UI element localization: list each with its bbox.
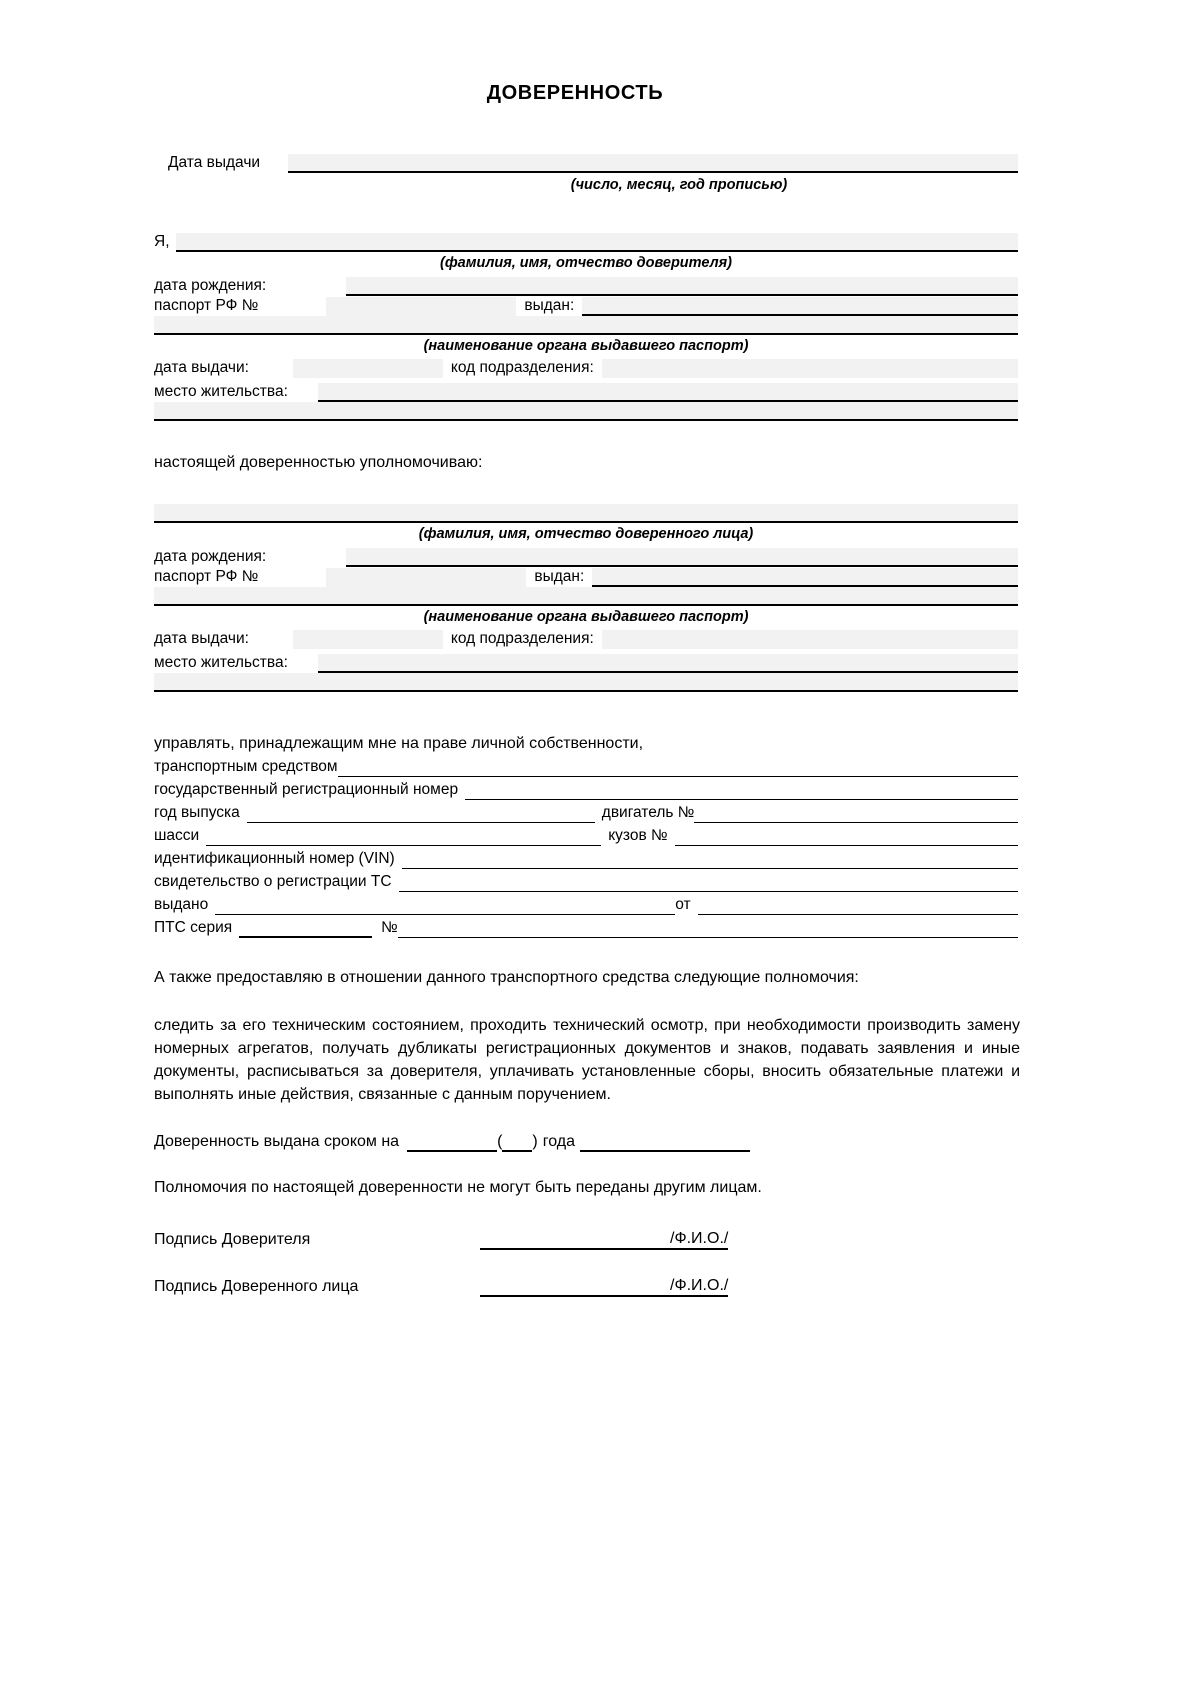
vehicle-reg-label: государственный регистрационный номер <box>154 781 459 798</box>
trustee-dept-code-input[interactable] <box>602 630 1018 649</box>
issue-date-input[interactable] <box>288 154 1018 173</box>
vehicle-engine-label: двигатель № <box>601 804 695 821</box>
trustee-authority-input[interactable] <box>154 587 1018 606</box>
vehicle-pts-row <box>0 918 1200 938</box>
vehicle-intro: управлять, принадлежащим мне на праве личной собственности, <box>154 735 644 752</box>
trustee-residence-label: место жительства: <box>154 654 288 671</box>
trustee-birth-input[interactable] <box>346 548 1018 567</box>
grantor-issued-by-label: выдан: <box>524 297 575 314</box>
issue-date-row <box>0 153 1200 173</box>
trustee-issue-date-row <box>0 629 1200 649</box>
vehicle-body-input[interactable] <box>675 827 1018 846</box>
vehicle-year-label: год выпуска <box>154 804 240 821</box>
trustee-residence-row-2 <box>0 673 1200 692</box>
term-paren-input[interactable] <box>502 1132 532 1152</box>
issue-date-label: Дата выдачи <box>168 154 261 171</box>
trustee-section <box>0 504 1200 692</box>
term-paren-open: ( <box>497 1133 503 1150</box>
vehicle-sts-row <box>0 872 1200 892</box>
grantor-passport-row <box>0 296 1200 316</box>
trustee-birth-label: дата рождения: <box>154 548 267 565</box>
vehicle-year-input[interactable] <box>247 804 595 823</box>
vehicle-sts-input[interactable] <box>399 873 1018 892</box>
vehicle-chassis-label: шасси <box>154 827 200 844</box>
vehicle-ts-row <box>0 757 1200 777</box>
powers-body: следить за его техническим состоянием, проходить технический осмотр, при необходимости производить замену номерных агрегатов, получать дубликаты регистрационных документов и знаков, подавать заявления и иные документы, расписываться за доверителя, уплачивать установленные сборы, вносить обязательные платежи и выполнять иные действия, связанные с данным поручением. <box>154 1017 1020 1103</box>
signature-trustee-input[interactable] <box>480 1277 670 1297</box>
vehicle-reg-input[interactable] <box>465 781 1018 800</box>
trustee-residence-row <box>0 653 1200 673</box>
powers-intro: А также предоставляю в отношении данного транспортного средства следующие полномочия: <box>154 969 859 986</box>
trustee-issue-date-label: дата выдачи: <box>154 630 249 647</box>
signature-grantor-label: Подпись Доверителя <box>154 1231 311 1248</box>
trustee-passport-input[interactable] <box>326 568 526 587</box>
trustee-dept-code-label: код подразделения: <box>450 630 594 647</box>
signature-trustee-row <box>0 1276 1200 1297</box>
authorize-section <box>0 451 1200 474</box>
signature-trustee-label: Подпись Доверенного лица <box>154 1278 359 1295</box>
trustee-residence-input-2[interactable] <box>154 673 1018 692</box>
vehicle-chassis-input[interactable] <box>206 827 601 846</box>
signatures-section <box>0 1229 1200 1297</box>
signature-trustee-fio: /Ф.И.О./ <box>670 1276 728 1297</box>
vehicle-pts-series-input[interactable] <box>239 919 372 938</box>
grantor-dept-code-input[interactable] <box>602 359 1018 378</box>
term-prefix: Доверенность выдана сроком на <box>154 1133 400 1150</box>
term-paren-close: ) <box>532 1133 538 1150</box>
grantor-issue-date-input[interactable] <box>293 359 443 378</box>
term-row <box>0 1132 1200 1152</box>
vehicle-body-label: кузов № <box>608 827 668 844</box>
vehicle-from-label: от <box>675 896 691 913</box>
vehicle-year-engine-row <box>0 803 1200 823</box>
vehicle-vin-input[interactable] <box>402 850 1018 869</box>
signature-grantor-fio: /Ф.И.О./ <box>670 1229 728 1250</box>
grantor-authority-row <box>0 316 1200 335</box>
grantor-name-caption: (фамилия, имя, отчество доверителя) <box>440 255 732 271</box>
no-transfer-note: Полномочия по настоящей доверенности не могут быть переданы другим лицам. <box>154 1179 762 1196</box>
term-section <box>0 1132 1200 1199</box>
grantor-authority-caption: (наименование органа выдавшего паспорт) <box>423 338 749 354</box>
trustee-name-input[interactable] <box>154 504 1018 523</box>
trustee-name-row <box>0 504 1200 523</box>
trustee-authority-row <box>0 587 1200 606</box>
grantor-section <box>0 232 1200 421</box>
vehicle-issued-row <box>0 895 1200 915</box>
grantor-issue-date-row <box>0 358 1200 378</box>
trustee-passport-label: паспорт РФ № <box>154 568 259 585</box>
grantor-birth-row <box>0 276 1200 296</box>
grantor-residence-row <box>0 382 1200 402</box>
vehicle-pts-number-label: № <box>381 919 398 936</box>
vehicle-issued-input[interactable] <box>215 896 675 915</box>
grantor-residence-input[interactable] <box>318 383 1018 402</box>
vehicle-pts-series-label: ПТС серия <box>154 919 233 936</box>
vehicle-ts-label: транспортным средством <box>154 758 338 775</box>
term-value-input[interactable] <box>407 1132 497 1152</box>
term-trailing-rule <box>580 1132 750 1152</box>
powers-section <box>0 966 1200 1106</box>
trustee-residence-input[interactable] <box>318 654 1018 673</box>
issue-date-section <box>0 153 1200 194</box>
grantor-issue-date-label: дата выдачи: <box>154 359 249 376</box>
grantor-passport-label: паспорт РФ № <box>154 297 259 314</box>
vehicle-section <box>0 732 1200 938</box>
vehicle-vin-label: идентификационный номер (VIN) <box>154 850 395 867</box>
grantor-birth-label: дата рождения: <box>154 277 267 294</box>
grantor-name-row <box>0 232 1200 252</box>
signature-grantor-input[interactable] <box>480 1230 670 1250</box>
trustee-authority-caption: (наименование органа выдавшего паспорт) <box>423 609 749 625</box>
vehicle-ts-input[interactable] <box>338 758 1018 777</box>
vehicle-vin-row <box>0 849 1200 869</box>
grantor-authority-input[interactable] <box>154 316 1018 335</box>
grantor-birth-input[interactable] <box>346 277 1018 296</box>
vehicle-sts-label: свидетельство о регистрации ТС <box>154 873 392 890</box>
grantor-name-input[interactable] <box>176 233 1019 252</box>
grantor-issued-by-input[interactable] <box>582 297 1018 316</box>
trustee-birth-row <box>0 547 1200 567</box>
grantor-residence-input-2[interactable] <box>154 402 1018 421</box>
vehicle-issued-label: выдано <box>154 896 209 913</box>
vehicle-chassis-body-row <box>0 826 1200 846</box>
page-title: ДОВЕРЕННОСТЬ <box>486 82 664 104</box>
trustee-issued-by-input[interactable] <box>592 568 1018 587</box>
vehicle-engine-input[interactable] <box>694 804 1018 823</box>
vehicle-pts-number-input[interactable] <box>398 919 1018 938</box>
grantor-dept-code-label: код подразделения: <box>450 359 594 376</box>
grantor-residence-label: место жительства: <box>154 383 288 400</box>
signature-grantor-row <box>0 1229 1200 1250</box>
trustee-issue-date-input[interactable] <box>293 630 443 649</box>
trustee-passport-row <box>0 567 1200 587</box>
authorize-intro: настоящей доверенностью уполномочиваю: <box>154 454 483 471</box>
term-years-label: года <box>542 1133 575 1150</box>
issue-date-caption: (число, месяц, год прописью) <box>570 177 788 193</box>
vehicle-from-input[interactable] <box>698 896 1018 915</box>
grantor-residence-row-2 <box>0 402 1200 421</box>
grantor-ya-label: Я, <box>154 233 170 250</box>
grantor-passport-input[interactable] <box>326 297 516 316</box>
trustee-issued-by-label: выдан: <box>534 568 585 585</box>
vehicle-reg-row <box>0 780 1200 800</box>
trustee-name-caption: (фамилия, имя, отчество доверенного лица) <box>418 526 754 542</box>
